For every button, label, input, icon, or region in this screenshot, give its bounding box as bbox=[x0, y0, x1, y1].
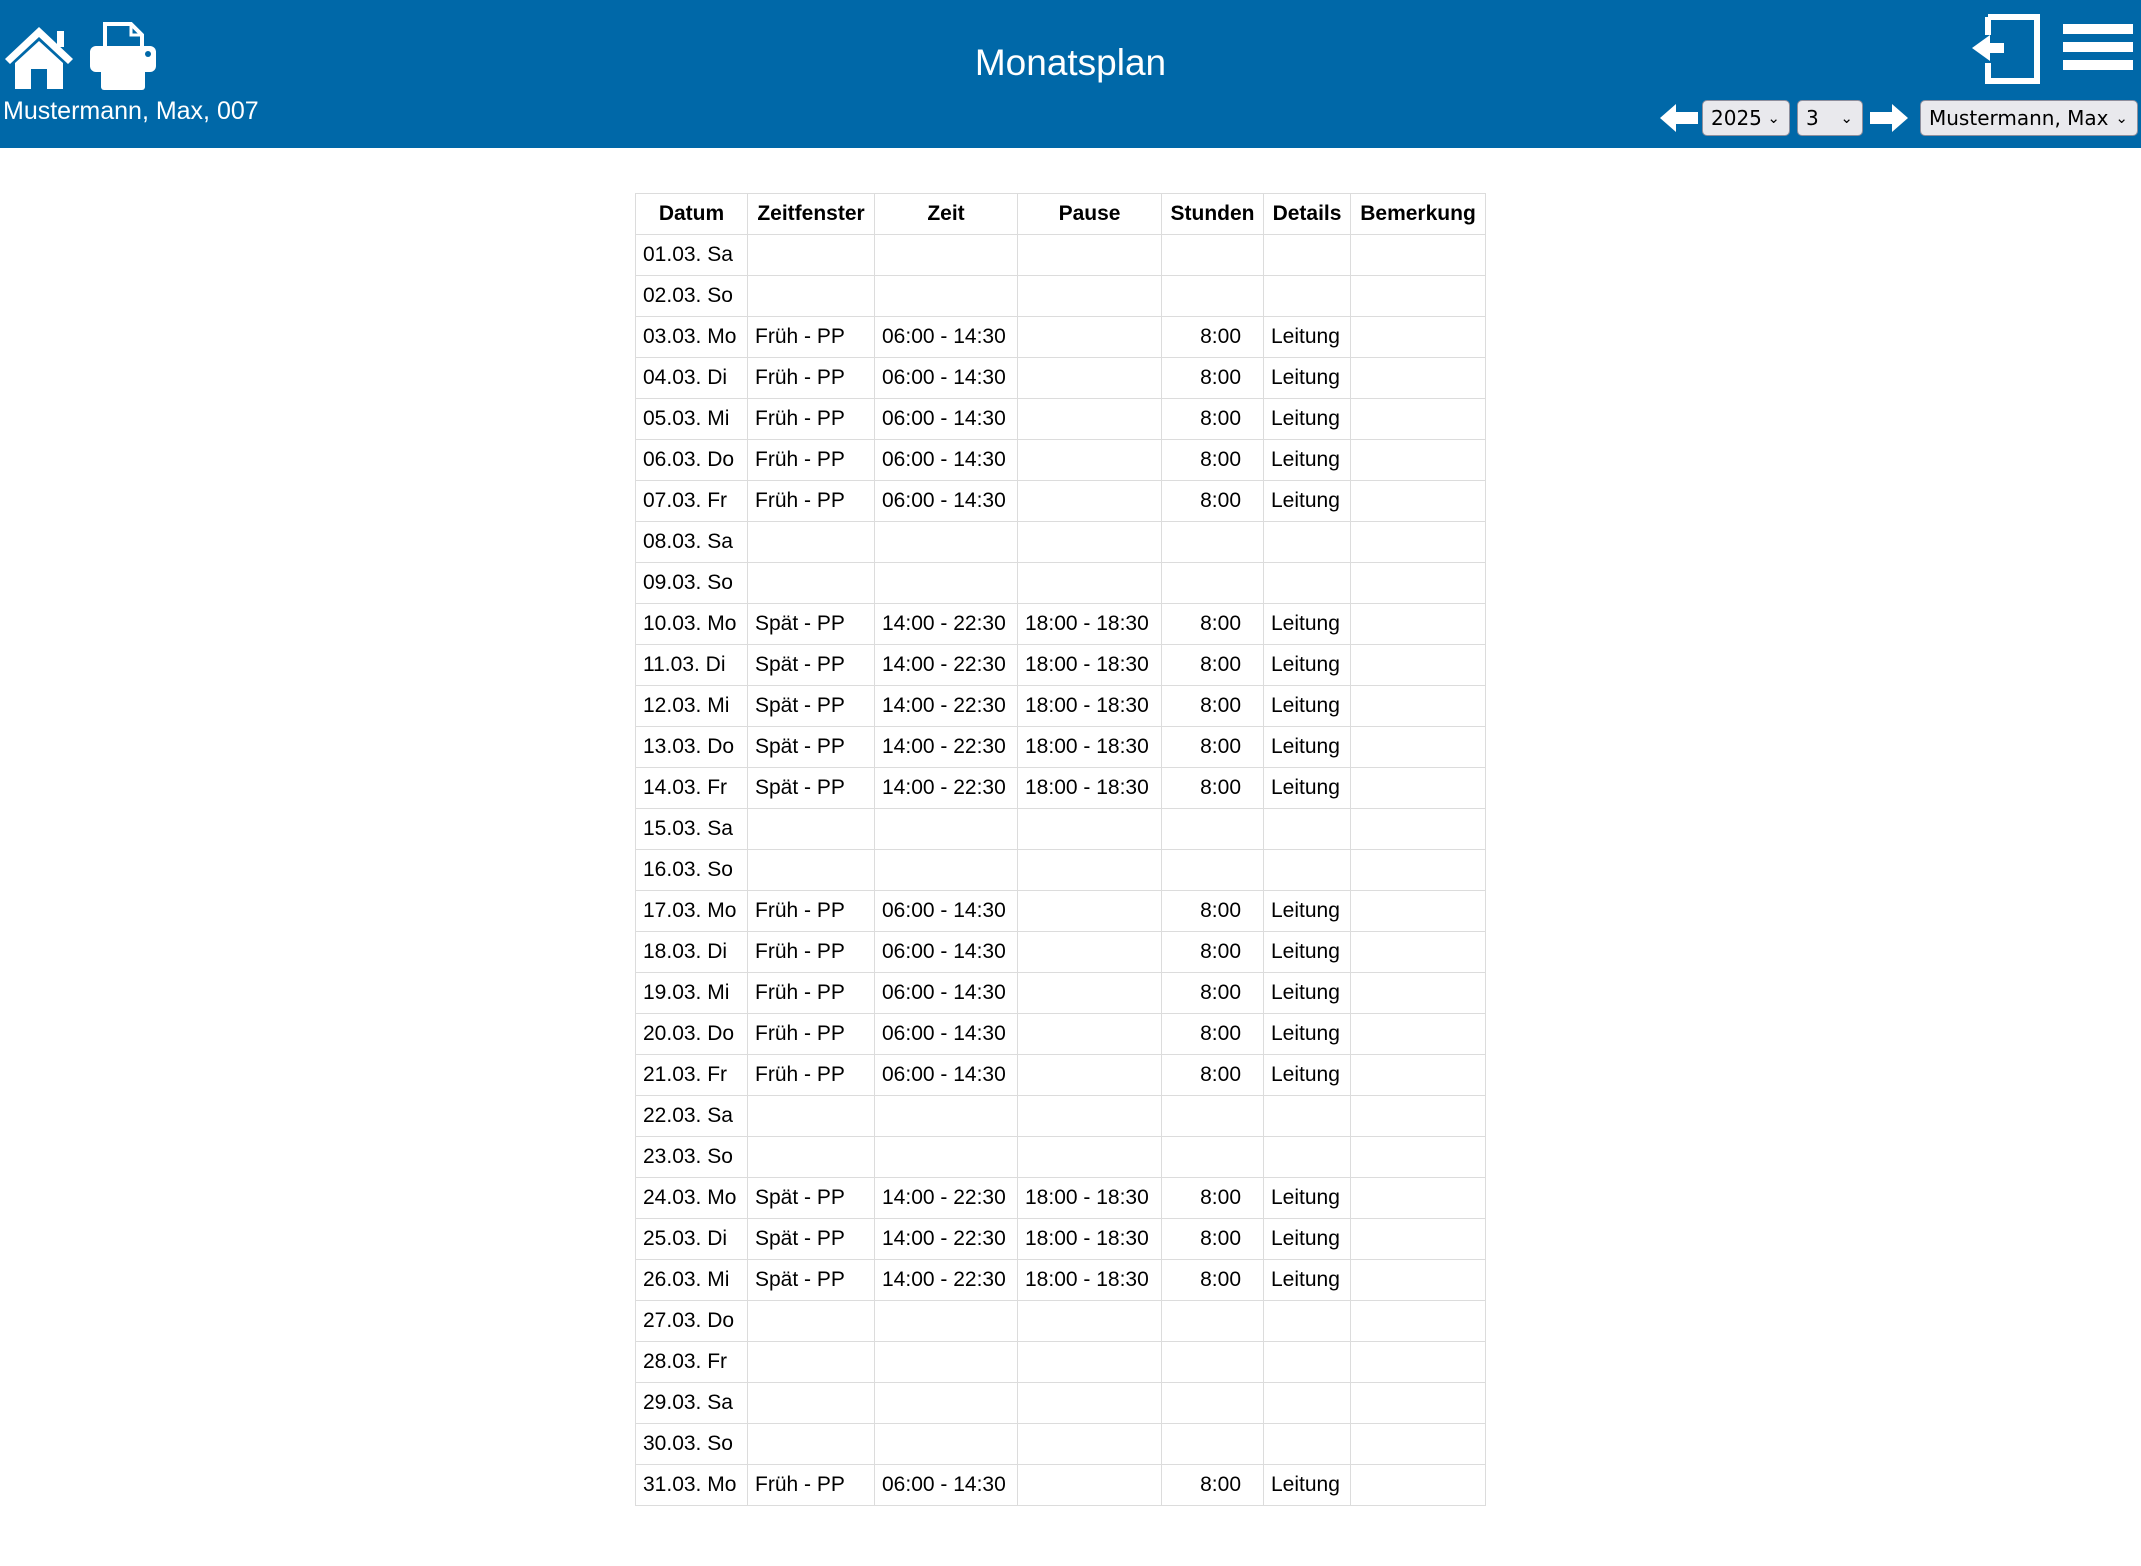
table-row bbox=[636, 1178, 1486, 1219]
cell-stunden: 8:00 bbox=[1162, 481, 1264, 522]
cell-zeitfenster bbox=[748, 1424, 875, 1465]
cell-zeit: 06:00 - 14:30 bbox=[875, 1465, 1018, 1506]
cell-zeitfenster: Spät - PP bbox=[748, 645, 875, 686]
cell-zeitfenster: Früh - PP bbox=[748, 1055, 875, 1096]
table-row bbox=[636, 1424, 1486, 1465]
cell-details: Leitung bbox=[1264, 604, 1351, 645]
table-row bbox=[636, 1055, 1486, 1096]
cell-pause bbox=[1018, 1055, 1162, 1096]
cell-zeit: 06:00 - 14:30 bbox=[875, 1055, 1018, 1096]
table-row bbox=[636, 891, 1486, 932]
cell-bemerkung bbox=[1351, 1055, 1486, 1096]
cell-zeit: 06:00 - 14:30 bbox=[875, 358, 1018, 399]
cell-zeitfenster: Früh - PP bbox=[748, 481, 875, 522]
table-row bbox=[636, 645, 1486, 686]
chevron-down-icon: ⌄ bbox=[1767, 109, 1780, 127]
table-row bbox=[636, 727, 1486, 768]
cell-details: Leitung bbox=[1264, 1014, 1351, 1055]
cell-zeit bbox=[875, 276, 1018, 317]
table-row bbox=[636, 850, 1486, 891]
cell-bemerkung bbox=[1351, 727, 1486, 768]
cell-details: Leitung bbox=[1264, 932, 1351, 973]
cell-bemerkung bbox=[1351, 1137, 1486, 1178]
table-row bbox=[636, 768, 1486, 809]
cell-stunden: 8:00 bbox=[1162, 768, 1264, 809]
cell-bemerkung bbox=[1351, 1219, 1486, 1260]
cell-zeit: 06:00 - 14:30 bbox=[875, 1014, 1018, 1055]
cell-datum: 11.03. Di bbox=[636, 645, 748, 686]
cell-zeitfenster: Früh - PP bbox=[748, 440, 875, 481]
cell-datum: 02.03. So bbox=[636, 276, 748, 317]
cell-stunden: 8:00 bbox=[1162, 891, 1264, 932]
cell-pause bbox=[1018, 1342, 1162, 1383]
cell-bemerkung bbox=[1351, 1424, 1486, 1465]
cell-details bbox=[1264, 850, 1351, 891]
cell-zeitfenster: Spät - PP bbox=[748, 1178, 875, 1219]
cell-bemerkung bbox=[1351, 1178, 1486, 1219]
cell-pause: 18:00 - 18:30 bbox=[1018, 686, 1162, 727]
cell-bemerkung bbox=[1351, 850, 1486, 891]
cell-stunden: 8:00 bbox=[1162, 686, 1264, 727]
cell-datum: 21.03. Fr bbox=[636, 1055, 748, 1096]
cell-zeit bbox=[875, 1424, 1018, 1465]
current-user-label: Mustermann, Max, 007 bbox=[3, 97, 259, 125]
header-bar bbox=[0, 0, 2141, 148]
cell-datum: 18.03. Di bbox=[636, 932, 748, 973]
cell-pause: 18:00 - 18:30 bbox=[1018, 645, 1162, 686]
cell-details: Leitung bbox=[1264, 1465, 1351, 1506]
cell-stunden: 8:00 bbox=[1162, 604, 1264, 645]
cell-zeit bbox=[875, 235, 1018, 276]
cell-datum: 20.03. Do bbox=[636, 1014, 748, 1055]
cell-zeit bbox=[875, 1137, 1018, 1178]
cell-details bbox=[1264, 235, 1351, 276]
cell-details bbox=[1264, 1301, 1351, 1342]
cell-zeitfenster bbox=[748, 276, 875, 317]
cell-bemerkung bbox=[1351, 1260, 1486, 1301]
cell-stunden: 8:00 bbox=[1162, 1014, 1264, 1055]
table-row bbox=[636, 276, 1486, 317]
cell-datum: 10.03. Mo bbox=[636, 604, 748, 645]
cell-zeitfenster: Spät - PP bbox=[748, 604, 875, 645]
cell-zeitfenster bbox=[748, 1301, 875, 1342]
cell-stunden: 8:00 bbox=[1162, 440, 1264, 481]
cell-pause bbox=[1018, 1383, 1162, 1424]
cell-details bbox=[1264, 1424, 1351, 1465]
cell-bemerkung bbox=[1351, 1301, 1486, 1342]
cell-pause: 18:00 - 18:30 bbox=[1018, 768, 1162, 809]
cell-zeit: 06:00 - 14:30 bbox=[875, 317, 1018, 358]
cell-datum: 23.03. So bbox=[636, 1137, 748, 1178]
cell-zeit bbox=[875, 1383, 1018, 1424]
table-row bbox=[636, 604, 1486, 645]
cell-pause bbox=[1018, 1137, 1162, 1178]
chevron-down-icon: ⌄ bbox=[1840, 109, 1853, 127]
cell-stunden bbox=[1162, 850, 1264, 891]
cell-stunden: 8:00 bbox=[1162, 1178, 1264, 1219]
cell-bemerkung bbox=[1351, 1014, 1486, 1055]
cell-bemerkung bbox=[1351, 317, 1486, 358]
cell-bemerkung bbox=[1351, 1383, 1486, 1424]
cell-zeit bbox=[875, 1301, 1018, 1342]
cell-pause bbox=[1018, 317, 1162, 358]
table-row bbox=[636, 235, 1486, 276]
table-row bbox=[636, 686, 1486, 727]
cell-stunden bbox=[1162, 563, 1264, 604]
cell-bemerkung bbox=[1351, 1096, 1486, 1137]
cell-pause bbox=[1018, 563, 1162, 604]
cell-bemerkung bbox=[1351, 276, 1486, 317]
cell-zeit: 14:00 - 22:30 bbox=[875, 604, 1018, 645]
cell-zeitfenster: Spät - PP bbox=[748, 1219, 875, 1260]
cell-bemerkung bbox=[1351, 1342, 1486, 1383]
cell-pause bbox=[1018, 522, 1162, 563]
cell-zeit: 06:00 - 14:30 bbox=[875, 932, 1018, 973]
monthly-plan-table-container bbox=[635, 193, 1486, 1506]
cell-stunden: 8:00 bbox=[1162, 317, 1264, 358]
cell-details: Leitung bbox=[1264, 686, 1351, 727]
cell-details: Leitung bbox=[1264, 440, 1351, 481]
cell-pause bbox=[1018, 1301, 1162, 1342]
cell-pause bbox=[1018, 440, 1162, 481]
cell-details bbox=[1264, 1383, 1351, 1424]
cell-bemerkung bbox=[1351, 522, 1486, 563]
table-row bbox=[636, 1014, 1486, 1055]
cell-zeitfenster bbox=[748, 1096, 875, 1137]
cell-zeitfenster: Früh - PP bbox=[748, 399, 875, 440]
cell-stunden: 8:00 bbox=[1162, 645, 1264, 686]
cell-details: Leitung bbox=[1264, 727, 1351, 768]
cell-stunden bbox=[1162, 522, 1264, 563]
table-row bbox=[636, 440, 1486, 481]
cell-bemerkung bbox=[1351, 686, 1486, 727]
page-title: Monatsplan bbox=[974, 42, 1167, 83]
table-row bbox=[636, 1219, 1486, 1260]
cell-zeitfenster: Spät - PP bbox=[748, 727, 875, 768]
arrow-left-icon[interactable] bbox=[1660, 104, 1698, 132]
cell-datum: 29.03. Sa bbox=[636, 1383, 748, 1424]
cell-datum: 04.03. Di bbox=[636, 358, 748, 399]
cell-zeitfenster: Früh - PP bbox=[748, 317, 875, 358]
cell-zeitfenster: Spät - PP bbox=[748, 768, 875, 809]
cell-details: Leitung bbox=[1264, 317, 1351, 358]
cell-stunden bbox=[1162, 1424, 1264, 1465]
cell-details: Leitung bbox=[1264, 1178, 1351, 1219]
cell-pause: 18:00 - 18:30 bbox=[1018, 604, 1162, 645]
cell-stunden bbox=[1162, 235, 1264, 276]
cell-zeit bbox=[875, 563, 1018, 604]
cell-bemerkung bbox=[1351, 891, 1486, 932]
cell-details bbox=[1264, 1137, 1351, 1178]
cell-pause: 18:00 - 18:30 bbox=[1018, 1219, 1162, 1260]
cell-zeit: 06:00 - 14:30 bbox=[875, 891, 1018, 932]
cell-zeitfenster: Früh - PP bbox=[748, 973, 875, 1014]
cell-pause bbox=[1018, 1424, 1162, 1465]
cell-bemerkung bbox=[1351, 932, 1486, 973]
cell-zeit: 14:00 - 22:30 bbox=[875, 686, 1018, 727]
employee-select[interactable]: Mustermann, Max ⌄ bbox=[1920, 100, 2138, 136]
cell-zeit: 14:00 - 22:30 bbox=[875, 645, 1018, 686]
cell-zeit: 14:00 - 22:30 bbox=[875, 768, 1018, 809]
cell-pause bbox=[1018, 973, 1162, 1014]
cell-details: Leitung bbox=[1264, 973, 1351, 1014]
cell-pause bbox=[1018, 1014, 1162, 1055]
table-row bbox=[636, 1137, 1486, 1178]
cell-datum: 28.03. Fr bbox=[636, 1342, 748, 1383]
cell-datum: 27.03. Do bbox=[636, 1301, 748, 1342]
cell-datum: 09.03. So bbox=[636, 563, 748, 604]
cell-pause bbox=[1018, 1096, 1162, 1137]
cell-datum: 14.03. Fr bbox=[636, 768, 748, 809]
month-select[interactable]: 3 ⌄ bbox=[1797, 100, 1863, 136]
cell-zeitfenster: Früh - PP bbox=[748, 358, 875, 399]
cell-zeitfenster bbox=[748, 850, 875, 891]
cell-details bbox=[1264, 809, 1351, 850]
cell-zeit: 14:00 - 22:30 bbox=[875, 1219, 1018, 1260]
cell-pause bbox=[1018, 358, 1162, 399]
monthly-plan-table bbox=[635, 193, 1486, 1506]
cell-datum: 19.03. Mi bbox=[636, 973, 748, 1014]
cell-zeitfenster: Spät - PP bbox=[748, 686, 875, 727]
logout-icon[interactable] bbox=[1970, 13, 2042, 85]
cell-stunden: 8:00 bbox=[1162, 1219, 1264, 1260]
cell-stunden: 8:00 bbox=[1162, 358, 1264, 399]
cell-datum: 25.03. Di bbox=[636, 1219, 748, 1260]
cell-pause bbox=[1018, 932, 1162, 973]
cell-zeitfenster bbox=[748, 1137, 875, 1178]
cell-details: Leitung bbox=[1264, 768, 1351, 809]
cell-datum: 07.03. Fr bbox=[636, 481, 748, 522]
cell-zeitfenster bbox=[748, 235, 875, 276]
table-row bbox=[636, 563, 1486, 604]
column-header-details: Details bbox=[1264, 194, 1351, 235]
cell-details bbox=[1264, 563, 1351, 604]
cell-zeit: 14:00 - 22:30 bbox=[875, 1178, 1018, 1219]
cell-details bbox=[1264, 1342, 1351, 1383]
table-header-row bbox=[636, 194, 1486, 235]
cell-details bbox=[1264, 522, 1351, 563]
cell-bemerkung bbox=[1351, 235, 1486, 276]
hamburger-menu-icon[interactable] bbox=[2063, 22, 2133, 72]
cell-bemerkung bbox=[1351, 440, 1486, 481]
table-row bbox=[636, 1301, 1486, 1342]
cell-stunden bbox=[1162, 1301, 1264, 1342]
cell-pause bbox=[1018, 809, 1162, 850]
column-header-stunden: Stunden bbox=[1162, 194, 1264, 235]
table-row bbox=[636, 358, 1486, 399]
cell-stunden bbox=[1162, 276, 1264, 317]
cell-stunden: 8:00 bbox=[1162, 973, 1264, 1014]
cell-pause: 18:00 - 18:30 bbox=[1018, 1178, 1162, 1219]
cell-zeit bbox=[875, 850, 1018, 891]
cell-stunden: 8:00 bbox=[1162, 399, 1264, 440]
cell-datum: 06.03. Do bbox=[636, 440, 748, 481]
cell-pause: 18:00 - 18:30 bbox=[1018, 1260, 1162, 1301]
cell-bemerkung bbox=[1351, 399, 1486, 440]
cell-bemerkung bbox=[1351, 481, 1486, 522]
cell-datum: 26.03. Mi bbox=[636, 1260, 748, 1301]
table-row bbox=[636, 1342, 1486, 1383]
column-header-pause: Pause bbox=[1018, 194, 1162, 235]
cell-datum: 08.03. Sa bbox=[636, 522, 748, 563]
cell-bemerkung bbox=[1351, 358, 1486, 399]
cell-datum: 30.03. So bbox=[636, 1424, 748, 1465]
cell-pause bbox=[1018, 1465, 1162, 1506]
cell-datum: 24.03. Mo bbox=[636, 1178, 748, 1219]
cell-details: Leitung bbox=[1264, 1055, 1351, 1096]
cell-pause bbox=[1018, 235, 1162, 276]
cell-bemerkung bbox=[1351, 809, 1486, 850]
cell-zeit: 06:00 - 14:30 bbox=[875, 440, 1018, 481]
cell-zeit bbox=[875, 522, 1018, 563]
year-select[interactable]: 2025 ⌄ bbox=[1702, 100, 1790, 136]
cell-zeitfenster: Früh - PP bbox=[748, 1014, 875, 1055]
column-header-zeit: Zeit bbox=[875, 194, 1018, 235]
cell-datum: 22.03. Sa bbox=[636, 1096, 748, 1137]
cell-zeitfenster: Früh - PP bbox=[748, 891, 875, 932]
table-row bbox=[636, 1260, 1486, 1301]
cell-stunden: 8:00 bbox=[1162, 1465, 1264, 1506]
cell-datum: 31.03. Mo bbox=[636, 1465, 748, 1506]
cell-zeit bbox=[875, 1342, 1018, 1383]
cell-zeitfenster bbox=[748, 563, 875, 604]
chevron-down-icon: ⌄ bbox=[2115, 109, 2128, 127]
table-row bbox=[636, 317, 1486, 358]
table-row bbox=[636, 1096, 1486, 1137]
cell-zeit bbox=[875, 809, 1018, 850]
cell-datum: 03.03. Mo bbox=[636, 317, 748, 358]
cell-datum: 12.03. Mi bbox=[636, 686, 748, 727]
cell-details bbox=[1264, 276, 1351, 317]
table-row bbox=[636, 932, 1486, 973]
cell-zeitfenster bbox=[748, 809, 875, 850]
cell-details: Leitung bbox=[1264, 358, 1351, 399]
cell-datum: 13.03. Do bbox=[636, 727, 748, 768]
cell-pause bbox=[1018, 481, 1162, 522]
cell-zeitfenster bbox=[748, 1383, 875, 1424]
cell-stunden bbox=[1162, 1342, 1264, 1383]
table-row bbox=[636, 481, 1486, 522]
cell-details: Leitung bbox=[1264, 645, 1351, 686]
column-header-bemerkung: Bemerkung bbox=[1351, 194, 1486, 235]
column-header-zeitfenster: Zeitfenster bbox=[748, 194, 875, 235]
cell-pause: 18:00 - 18:30 bbox=[1018, 727, 1162, 768]
cell-zeit: 06:00 - 14:30 bbox=[875, 399, 1018, 440]
arrow-right-icon[interactable] bbox=[1870, 104, 1908, 132]
cell-zeitfenster bbox=[748, 1342, 875, 1383]
table-row bbox=[636, 809, 1486, 850]
cell-stunden bbox=[1162, 1383, 1264, 1424]
cell-stunden bbox=[1162, 809, 1264, 850]
cell-zeitfenster bbox=[748, 522, 875, 563]
cell-pause bbox=[1018, 891, 1162, 932]
column-header-datum: Datum bbox=[636, 194, 748, 235]
cell-stunden: 8:00 bbox=[1162, 727, 1264, 768]
cell-stunden bbox=[1162, 1096, 1264, 1137]
table-row bbox=[636, 399, 1486, 440]
cell-details: Leitung bbox=[1264, 1219, 1351, 1260]
table-row bbox=[636, 973, 1486, 1014]
cell-zeit: 06:00 - 14:30 bbox=[875, 973, 1018, 1014]
cell-details: Leitung bbox=[1264, 399, 1351, 440]
table-row bbox=[636, 1465, 1486, 1506]
cell-zeitfenster: Früh - PP bbox=[748, 1465, 875, 1506]
cell-pause bbox=[1018, 399, 1162, 440]
cell-datum: 05.03. Mi bbox=[636, 399, 748, 440]
cell-bemerkung bbox=[1351, 973, 1486, 1014]
cell-details: Leitung bbox=[1264, 1260, 1351, 1301]
cell-datum: 15.03. Sa bbox=[636, 809, 748, 850]
cell-zeitfenster: Früh - PP bbox=[748, 932, 875, 973]
cell-pause bbox=[1018, 276, 1162, 317]
cell-stunden: 8:00 bbox=[1162, 1260, 1264, 1301]
cell-details: Leitung bbox=[1264, 891, 1351, 932]
cell-zeit: 14:00 - 22:30 bbox=[875, 727, 1018, 768]
cell-bemerkung bbox=[1351, 1465, 1486, 1506]
cell-zeitfenster: Spät - PP bbox=[748, 1260, 875, 1301]
table-row bbox=[636, 522, 1486, 563]
cell-bemerkung bbox=[1351, 768, 1486, 809]
cell-bemerkung bbox=[1351, 563, 1486, 604]
cell-details: Leitung bbox=[1264, 481, 1351, 522]
cell-pause bbox=[1018, 850, 1162, 891]
cell-stunden: 8:00 bbox=[1162, 1055, 1264, 1096]
cell-zeit: 06:00 - 14:30 bbox=[875, 481, 1018, 522]
cell-zeit bbox=[875, 1096, 1018, 1137]
cell-datum: 01.03. Sa bbox=[636, 235, 748, 276]
cell-stunden bbox=[1162, 1137, 1264, 1178]
cell-datum: 16.03. So bbox=[636, 850, 748, 891]
cell-bemerkung bbox=[1351, 645, 1486, 686]
cell-datum: 17.03. Mo bbox=[636, 891, 748, 932]
cell-bemerkung bbox=[1351, 604, 1486, 645]
cell-details bbox=[1264, 1096, 1351, 1137]
table-row bbox=[636, 1383, 1486, 1424]
cell-stunden: 8:00 bbox=[1162, 932, 1264, 973]
cell-zeit: 14:00 - 22:30 bbox=[875, 1260, 1018, 1301]
